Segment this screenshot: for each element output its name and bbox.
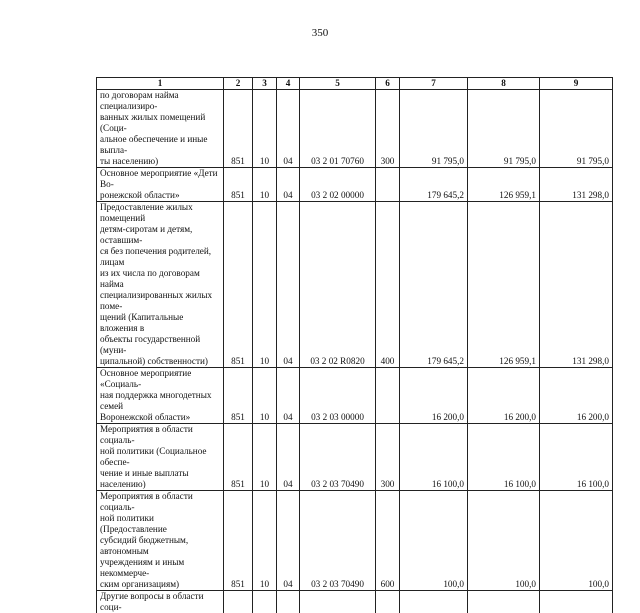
subsection-cell: 04 xyxy=(277,202,300,368)
header-col-5: 5 xyxy=(300,78,376,90)
amount-col-8-cell: 126 959,1 xyxy=(468,202,540,368)
row-name-cell: Основное мероприятие «Социаль- ная поддержка многодетных семей Воронежской области» xyxy=(97,368,224,424)
expense-type-cell: 300 xyxy=(376,424,400,491)
subsection-cell: 04 xyxy=(277,168,300,202)
row-name-cell: Мероприятия в области социаль- ной политики (Предоставление субсидий бюджетным, автономным учреждениям и иным некоммерче- ским организациям) xyxy=(97,491,224,591)
header-col-6: 6 xyxy=(376,78,400,90)
amount-col-7-cell: 91 795,0 xyxy=(400,90,468,168)
ministry-code-cell xyxy=(224,591,253,613)
ministry-code-cell: 851 xyxy=(224,202,253,368)
amount-col-9-cell: 131 298,0 xyxy=(540,168,613,202)
expense-type-cell: 300 xyxy=(376,90,400,168)
subsection-cell: 04 xyxy=(277,424,300,491)
target-article-cell: 03 2 03 00000 xyxy=(300,368,376,424)
header-col-8: 8 xyxy=(468,78,540,90)
header-col-3: 3 xyxy=(253,78,277,90)
ministry-code-cell: 851 xyxy=(224,368,253,424)
subsection-cell xyxy=(277,591,300,613)
amount-col-9-cell: 16 100,0 xyxy=(540,424,613,491)
amount-col-7-cell: 16 200,0 xyxy=(400,368,468,424)
section-cell xyxy=(253,591,277,613)
amount-col-9-cell: 91 795,0 xyxy=(540,90,613,168)
ministry-code-cell: 851 xyxy=(224,168,253,202)
ministry-code-cell: 851 xyxy=(224,424,253,491)
section-cell: 10 xyxy=(253,368,277,424)
amount-col-8-cell xyxy=(468,591,540,613)
amount-col-9-cell: 16 200,0 xyxy=(540,368,613,424)
expense-type-cell xyxy=(376,591,400,613)
target-article-cell xyxy=(300,591,376,613)
header-col-2: 2 xyxy=(224,78,253,90)
section-cell: 10 xyxy=(253,491,277,591)
target-article-cell: 03 2 03 70490 xyxy=(300,491,376,591)
table-row xyxy=(97,168,613,202)
amount-col-9-cell xyxy=(540,591,613,613)
amount-col-7-cell: 16 100,0 xyxy=(400,424,468,491)
amount-col-8-cell: 16 200,0 xyxy=(468,368,540,424)
table-row xyxy=(97,424,613,491)
amount-col-7-cell xyxy=(400,591,468,613)
subsection-cell: 04 xyxy=(277,491,300,591)
target-article-cell: 03 2 01 70760 xyxy=(300,90,376,168)
row-name-cell: Другие вопросы в области соци- xyxy=(97,591,224,613)
budget-table xyxy=(96,77,613,613)
target-article-cell: 03 2 02 R0820 xyxy=(300,202,376,368)
subsection-cell: 04 xyxy=(277,90,300,168)
header-col-9: 9 xyxy=(540,78,613,90)
ministry-code-cell: 851 xyxy=(224,90,253,168)
amount-col-8-cell: 100,0 xyxy=(468,491,540,591)
table-row xyxy=(97,491,613,591)
amount-col-9-cell: 100,0 xyxy=(540,491,613,591)
row-name-cell: Предоставление жилых помещений детям-сиротам и детям, оставшим- ся без попечения родителей, лицам из их числа по договорам найма специализированных жилых поме- щений (Капитальные вложения в объекты государственной (муни- ципальной) собственности) xyxy=(97,202,224,368)
header-col-4: 4 xyxy=(277,78,300,90)
expense-type-cell xyxy=(376,368,400,424)
header-col-1: 1 xyxy=(97,78,224,90)
target-article-cell: 03 2 03 70490 xyxy=(300,424,376,491)
ministry-code-cell: 851 xyxy=(224,491,253,591)
table-row xyxy=(97,368,613,424)
amount-col-7-cell: 100,0 xyxy=(400,491,468,591)
table-header-row xyxy=(97,78,613,90)
expense-type-cell xyxy=(376,168,400,202)
amount-col-7-cell: 179 645,2 xyxy=(400,202,468,368)
header-col-7: 7 xyxy=(400,78,468,90)
amount-col-7-cell: 179 645,2 xyxy=(400,168,468,202)
target-article-cell: 03 2 02 00000 xyxy=(300,168,376,202)
section-cell: 10 xyxy=(253,90,277,168)
row-name-cell: по договорам найма специализиро- ванных жилых помещений (Соци- альное обеспечение и иные выпла- ты населению) xyxy=(97,90,224,168)
section-cell: 10 xyxy=(253,202,277,368)
section-cell: 10 xyxy=(253,424,277,491)
amount-col-9-cell: 131 298,0 xyxy=(540,202,613,368)
section-cell: 10 xyxy=(253,168,277,202)
amount-col-8-cell: 126 959,1 xyxy=(468,168,540,202)
page-number: 350 xyxy=(0,27,640,39)
table-row xyxy=(97,591,613,613)
expense-type-cell: 600 xyxy=(376,491,400,591)
amount-col-8-cell: 91 795,0 xyxy=(468,90,540,168)
table-row xyxy=(97,202,613,368)
table-row xyxy=(97,90,613,168)
expense-type-cell: 400 xyxy=(376,202,400,368)
amount-col-8-cell: 16 100,0 xyxy=(468,424,540,491)
row-name-cell: Мероприятия в области социаль- ной политики (Социальное обеспе- чение и иные выплаты населению) xyxy=(97,424,224,491)
row-name-cell: Основное мероприятие «Дети Во- ронежской области» xyxy=(97,168,224,202)
subsection-cell: 04 xyxy=(277,368,300,424)
